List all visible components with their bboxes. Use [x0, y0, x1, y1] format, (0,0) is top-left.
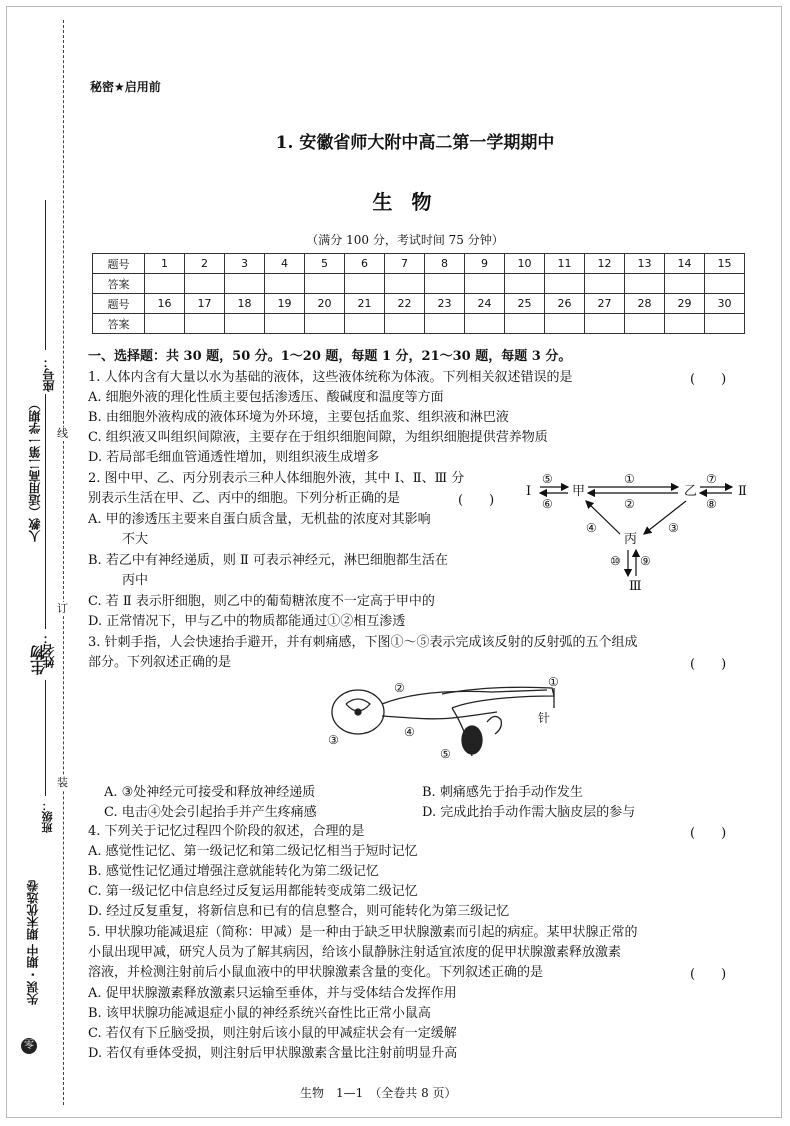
q5-option-d: D. 若仅有垂体受损，则注射后甲状腺激素含量比注射前明显升高	[88, 1046, 458, 1061]
q2-option-c: C. 若 Ⅱ 表示肝细胞，则乙中的葡萄糖浓度不一定高于甲中的	[88, 594, 435, 609]
class-underline	[45, 680, 46, 796]
q3-stem-line2: 部分。下列叙述正确的是	[88, 655, 232, 670]
arrow-label-3: ③	[668, 521, 679, 535]
table-row-label: 题号	[93, 294, 145, 314]
question-number-cell: 5	[305, 254, 345, 274]
arrow-label-10: ⑩	[610, 554, 621, 568]
q1-stem: 1. 人体内含有大量以水为基础的液体，这些液体统称为体液。下列相关叙述错误的是	[88, 370, 573, 385]
question-number-cell: 29	[665, 294, 705, 314]
table-row-label: 答案	[93, 274, 145, 294]
seat-label: 座号：	[42, 356, 56, 392]
question-number-cell: 9	[465, 254, 505, 274]
margin-mark-line: 线	[57, 427, 68, 440]
cell-II-label: Ⅱ	[738, 484, 747, 499]
cell-III-label: Ⅲ	[629, 579, 642, 594]
q1-option-c: C. 组织液又叫组织间隙液，主要存在于组织细胞间隙，为组织细胞提供营养物质	[88, 430, 548, 445]
cell-I-label: Ⅰ	[526, 484, 532, 499]
question-number-cell: 6	[345, 254, 385, 274]
subject-label: 生物	[29, 645, 47, 675]
question-number-cell: 11	[545, 254, 585, 274]
answer-cell[interactable]	[345, 314, 385, 334]
table-row-label: 答案	[93, 314, 145, 334]
answer-cell[interactable]	[665, 274, 705, 294]
answer-table	[92, 253, 745, 334]
edition-label: 人教（适用高二第一学期）	[28, 398, 42, 542]
needle-label: 针	[538, 711, 551, 725]
q4-option-b: B. 感觉性记忆通过增强注意就能转化为第二级记忆	[88, 864, 379, 879]
question-number-cell: 28	[625, 294, 665, 314]
answer-cell[interactable]	[625, 314, 665, 334]
q1-option-a: A. 细胞外液的理化性质主要包括渗透压、酸碱度和温度等方面	[88, 390, 444, 405]
question-number-cell: 7	[385, 254, 425, 274]
question-number-cell: 17	[185, 294, 225, 314]
answer-cell[interactable]	[145, 274, 185, 294]
answer-cell[interactable]	[625, 274, 665, 294]
q5-option-c: C. 若仅有下丘脑受损，则注射后该小鼠的甲减症状会有一定缓解	[88, 1026, 457, 1041]
answer-cell[interactable]	[225, 274, 265, 294]
q3-option-a: A. ③处神经元可接受和释放神经递质	[104, 785, 316, 800]
class-label: 班级：	[41, 800, 54, 833]
score-time-note: （满分 100 分，考试时间 75 分钟）	[306, 233, 504, 247]
answer-cell[interactable]	[585, 274, 625, 294]
question-number-cell: 23	[425, 294, 465, 314]
question-number-cell: 12	[585, 254, 625, 274]
answer-cell[interactable]	[145, 314, 185, 334]
hand-outline	[487, 716, 501, 734]
answer-cell[interactable]	[465, 314, 505, 334]
fluid-bing-label: 丙	[624, 532, 638, 547]
name-label: 姓名：	[42, 632, 56, 668]
answer-cell[interactable]	[305, 314, 345, 334]
q2-stem-line1: 2. 图中甲、乙、丙分别表示三种人体细胞外液，其中 Ⅰ、Ⅱ、Ⅲ 分	[88, 471, 465, 486]
spinal-nucleus	[355, 709, 361, 715]
answer-cell[interactable]	[705, 274, 745, 294]
q2-option-b-cont: 丙中	[122, 573, 149, 588]
arrow-label-7: ⑦	[706, 472, 717, 486]
q5-stem-line1: 5. 甲状腺功能减退症（简称：甲减）是一种由于缺乏甲状腺激素而引起的病症。某甲状腺正常的	[88, 925, 638, 940]
q2-option-a-cont: 不大	[122, 532, 149, 547]
q2-option-b: B. 若乙中有神经递质，则 Ⅱ 可表示神经元，淋巴细胞都生活在	[88, 553, 448, 568]
answer-cell[interactable]	[585, 314, 625, 334]
q2-stem-line2: 别表示生活在甲、乙、丙中的细胞。下列分析正确的是	[88, 491, 401, 506]
fig-label-4: ④	[404, 725, 415, 739]
q4-option-a: A. 感觉性记忆、第一级记忆和第二级记忆相当于短时记忆	[88, 844, 418, 859]
page-footer: 生物 1—1 （全卷共 8 页）	[300, 1086, 457, 1100]
arrow-label-1: ①	[624, 472, 635, 486]
question-number-cell: 27	[585, 294, 625, 314]
question-number-cell: 26	[545, 294, 585, 314]
answer-cell[interactable]	[505, 274, 545, 294]
answer-cell[interactable]	[705, 314, 745, 334]
q1-answer-paren[interactable]: ( )	[690, 372, 727, 387]
question-number-cell: 8	[425, 254, 465, 274]
body-fluid-diagram	[520, 466, 760, 596]
margin-mark-bind: 装	[57, 776, 68, 789]
arrow-label-8: ⑧	[706, 497, 717, 511]
question-number-cell: 10	[505, 254, 545, 274]
q3-option-b: B. 刺痛感先于抬手动作发生	[422, 785, 583, 800]
question-number-cell: 22	[385, 294, 425, 314]
margin-mark-order: 订	[57, 602, 68, 615]
table-row-label: 题号	[93, 254, 145, 274]
question-number-cell: 19	[265, 294, 305, 314]
question-number-cell: 15	[705, 254, 745, 274]
fig-label-3: ③	[328, 733, 339, 747]
question-number-cell: 4	[265, 254, 305, 274]
answer-cell[interactable]	[185, 274, 225, 294]
question-number-cell: 30	[705, 294, 745, 314]
biceps-muscle	[462, 726, 482, 754]
question-number-cell: 1	[145, 254, 185, 274]
name-underline	[45, 394, 46, 629]
question-number-cell: 20	[305, 294, 345, 314]
answer-cell[interactable]	[345, 274, 385, 294]
answer-cell[interactable]	[425, 274, 465, 294]
question-number-cell: 13	[625, 254, 665, 274]
question-number-cell: 24	[465, 294, 505, 314]
q3-answer-paren[interactable]: ( )	[690, 657, 727, 672]
question-number-cell: 18	[225, 294, 265, 314]
arrow-label-4: ④	[586, 521, 597, 535]
q2-option-a: A. 甲的渗透压主要来自蛋白质含量，无机盐的浓度对其影响	[88, 512, 431, 527]
answer-cell[interactable]	[545, 274, 585, 294]
q3-stem-line1: 3. 针刺手指，人会快速抬手避开，并有刺痛感，下图①～⑤表示完成该反射的反射弧的五个组成	[88, 635, 638, 650]
q4-option-d: D. 经过反复重复，将新信息和已有的信息整合，则可能转化为第三级记忆	[88, 904, 510, 919]
fluid-jia-label: 甲	[572, 484, 586, 499]
brand-badge: 零	[21, 1038, 37, 1054]
q1-option-b: B. 由细胞外液构成的液体环境为外环境，主要包括血浆、组织液和淋巴液	[88, 410, 509, 425]
q5-option-b: B. 该甲状腺功能减退症小鼠的神经系统兴奋性比正常小鼠高	[88, 1006, 431, 1021]
fig-label-5: ⑤	[440, 747, 451, 761]
question-number-cell: 25	[505, 294, 545, 314]
arrow-label-6: ⑥	[542, 497, 553, 511]
answer-cell[interactable]	[225, 314, 265, 334]
q1-option-d: D. 若局部毛细血管通透性增加，则组织液生成增多	[88, 450, 380, 465]
seat-underline	[45, 200, 46, 350]
arrow-label-5: ⑤	[542, 472, 553, 486]
fig-label-2: ②	[394, 681, 405, 695]
question-number-cell: 16	[145, 294, 185, 314]
answer-cell[interactable]	[305, 274, 345, 294]
question-number-cell: 3	[225, 254, 265, 274]
series-label: 失误 · 期中 期末优选卷	[26, 880, 40, 1006]
answer-cell[interactable]	[185, 314, 225, 334]
question-number-cell: 14	[665, 254, 705, 274]
question-number-cell: 2	[185, 254, 225, 274]
answer-cell[interactable]	[265, 314, 305, 334]
q3-option-c: C. 电击④处会引起抬手并产生疼痛感	[104, 805, 317, 820]
page-title: 1. 安徽省师大附中高二第一学期期中	[275, 133, 555, 153]
binding-dashed-line	[63, 20, 64, 1105]
reflex-arc-figure	[322, 674, 572, 774]
answer-cell[interactable]	[505, 314, 545, 334]
section-heading: 一、选择题：共 30 题，50 分。1～20 题，每题 1 分，21～30 题，每题 3 分。	[88, 349, 572, 364]
answer-cell[interactable]	[265, 274, 305, 294]
answer-cell[interactable]	[545, 314, 585, 334]
q5-option-a: A. 促甲状腺激素释放激素只运输至垂体，并与受体结合发挥作用	[88, 986, 457, 1001]
answer-cell[interactable]	[385, 314, 425, 334]
secret-label: 秘密★启用前	[90, 80, 161, 94]
answer-cell[interactable]	[425, 314, 465, 334]
q4-stem: 4. 下列关于记忆过程四个阶段的叙述，合理的是	[88, 824, 365, 839]
fig-label-1: ①	[548, 675, 559, 689]
question-number-cell: 21	[345, 294, 385, 314]
q2-option-d: D. 正常情况下，甲与乙中的物质都能通过①②相互渗透	[88, 614, 406, 629]
q4-option-c: C. 第一级记忆中信息经过反复运用都能转变成第二级记忆	[88, 884, 418, 899]
fluid-yi-label: 乙	[684, 484, 698, 499]
answer-cell[interactable]	[385, 274, 425, 294]
q4-answer-paren[interactable]: ( )	[690, 826, 727, 841]
motor-fiber	[382, 712, 497, 719]
arrow-label-9: ⑨	[640, 554, 651, 568]
q5-stem-line2: 小鼠出现甲减，研究人员为了解其病因，给该小鼠静脉注射适宜浓度的促甲状腺激素释放激素	[88, 945, 622, 960]
q3-option-d: D. 完成此抬手动作需大脑皮层的参与	[422, 805, 636, 820]
arrow-label-2: ②	[624, 497, 635, 511]
subject-title: 生 物	[372, 190, 438, 214]
q2-answer-paren[interactable]: ( )	[458, 493, 495, 508]
answer-cell[interactable]	[665, 314, 705, 334]
q5-answer-paren[interactable]: ( )	[690, 967, 727, 982]
q5-stem-line3: 溶液，并检测注射前后小鼠血液中的甲状腺激素含量的变化。下列叙述正确的是	[88, 965, 544, 980]
answer-cell[interactable]	[465, 274, 505, 294]
